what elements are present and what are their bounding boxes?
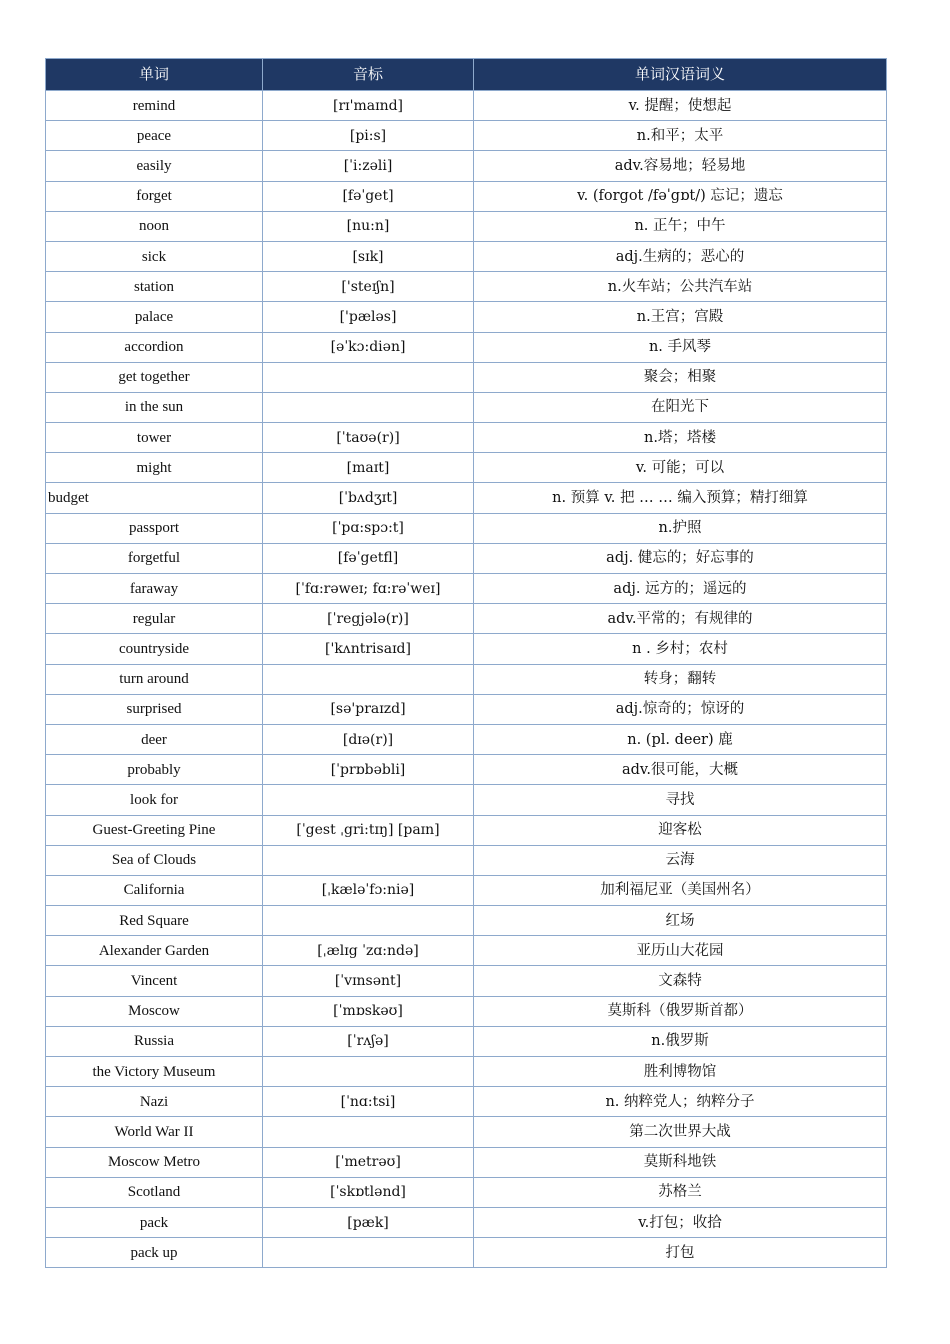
phonetic-cell: [ˈfɑ:rəweɪ; fɑ:rəˈweɪ] <box>263 574 474 604</box>
word-cell: Sea of Clouds <box>46 845 263 875</box>
table-row <box>46 91 887 121</box>
meaning-cell: 第二次世界大战 <box>474 1117 887 1147</box>
phonetic-cell: ['steɪʃn] <box>263 272 474 302</box>
header-word: 单词 <box>46 59 263 91</box>
phonetic-cell: [sə'praɪzd] <box>263 694 474 724</box>
phonetic-cell: [əˈkɔ:diən] <box>263 332 474 362</box>
phonetic-cell: ['pæləs] <box>263 302 474 332</box>
word-cell: surprised <box>46 694 263 724</box>
meaning-cell: n. 正午；中午 <box>474 211 887 241</box>
meaning-cell: v. 提醒；使想起 <box>474 91 887 121</box>
table-row <box>46 845 887 875</box>
word-cell: faraway <box>46 574 263 604</box>
meaning-cell: 莫斯科地铁 <box>474 1147 887 1177</box>
phonetic-cell: [ˈpɑ:spɔ:t] <box>263 513 474 543</box>
phonetic-cell <box>263 845 474 875</box>
table-row <box>46 483 887 513</box>
word-cell: Russia <box>46 1026 263 1056</box>
meaning-cell: 寻找 <box>474 785 887 815</box>
phonetic-cell: [fəˈget] <box>263 181 474 211</box>
word-cell: remind <box>46 91 263 121</box>
word-cell: Alexander Garden <box>46 936 263 966</box>
table-row <box>46 966 887 996</box>
phonetic-cell <box>263 785 474 815</box>
table-row <box>46 423 887 453</box>
table-row <box>46 875 887 905</box>
word-cell: budget <box>46 483 263 513</box>
meaning-cell: n.火车站；公共汽车站 <box>474 272 887 302</box>
table-row <box>46 151 887 181</box>
phonetic-cell <box>263 362 474 392</box>
header-row <box>46 59 887 91</box>
word-cell: Moscow Metro <box>46 1147 263 1177</box>
vocabulary-table <box>45 58 887 1268</box>
word-cell: station <box>46 272 263 302</box>
meaning-cell: n.俄罗斯 <box>474 1026 887 1056</box>
table-row <box>46 755 887 785</box>
meaning-cell: 亚历山大花园 <box>474 936 887 966</box>
meaning-cell: n. (pl. deer) 鹿 <box>474 724 887 754</box>
word-cell: probably <box>46 755 263 785</box>
phonetic-cell: [rɪ'maɪnd] <box>263 91 474 121</box>
table-row <box>46 1238 887 1268</box>
meaning-cell: n.和平；太平 <box>474 121 887 151</box>
phonetic-cell <box>263 1238 474 1268</box>
meaning-cell: n. 手风琴 <box>474 332 887 362</box>
phonetic-cell: [dɪə(r)] <box>263 724 474 754</box>
phonetic-cell <box>263 1057 474 1087</box>
table-row <box>46 694 887 724</box>
table-row <box>46 1057 887 1087</box>
table-row <box>46 241 887 271</box>
meaning-cell: 胜利博物馆 <box>474 1057 887 1087</box>
word-cell: in the sun <box>46 392 263 422</box>
table-row <box>46 724 887 754</box>
phonetic-cell: [nu:n] <box>263 211 474 241</box>
meaning-cell: adv.容易地；轻易地 <box>474 151 887 181</box>
word-cell: easily <box>46 151 263 181</box>
table-row <box>46 815 887 845</box>
word-cell: forget <box>46 181 263 211</box>
meaning-cell: 苏格兰 <box>474 1177 887 1207</box>
phonetic-cell: [ˈtaʊə(r)] <box>263 423 474 453</box>
word-cell: deer <box>46 724 263 754</box>
phonetic-cell: [ˈskɒtlənd] <box>263 1177 474 1207</box>
phonetic-cell: [ˈmetrəʊ] <box>263 1147 474 1177</box>
table-row <box>46 1177 887 1207</box>
table-body <box>46 91 887 1268</box>
phonetic-cell: [fəˈgetfl] <box>263 543 474 573</box>
table-row <box>46 513 887 543</box>
table-row <box>46 1087 887 1117</box>
phonetic-cell: [ˌælɪg ˈzɑ:ndə] <box>263 936 474 966</box>
table-row <box>46 1147 887 1177</box>
phonetic-cell: [ˈvɪnsənt] <box>263 966 474 996</box>
meaning-cell: n.塔；塔楼 <box>474 423 887 453</box>
table-row <box>46 392 887 422</box>
word-cell: might <box>46 453 263 483</box>
word-cell: Nazi <box>46 1087 263 1117</box>
word-cell: World War II <box>46 1117 263 1147</box>
word-cell: pack <box>46 1207 263 1237</box>
meaning-cell: 打包 <box>474 1238 887 1268</box>
meaning-cell: adj.惊奇的；惊讶的 <box>474 694 887 724</box>
table-row <box>46 1207 887 1237</box>
table-row <box>46 664 887 694</box>
meaning-cell: adj. 远方的；遥远的 <box>474 574 887 604</box>
word-cell: get together <box>46 362 263 392</box>
meaning-cell: n.护照 <box>474 513 887 543</box>
phonetic-cell: [ˈnɑ:tsi] <box>263 1087 474 1117</box>
word-cell: countryside <box>46 634 263 664</box>
meaning-cell: adj. 健忘的；好忘事的 <box>474 543 887 573</box>
table-row <box>46 936 887 966</box>
phonetic-cell <box>263 664 474 694</box>
table-row <box>46 604 887 634</box>
table-row <box>46 634 887 664</box>
word-cell: sick <box>46 241 263 271</box>
phonetic-cell <box>263 1117 474 1147</box>
word-cell: the Victory Museum <box>46 1057 263 1087</box>
word-cell: passport <box>46 513 263 543</box>
word-cell: tower <box>46 423 263 453</box>
meaning-cell: adv.很可能，大概 <box>474 755 887 785</box>
table-row <box>46 543 887 573</box>
word-cell: look for <box>46 785 263 815</box>
phonetic-cell: [pi:s] <box>263 121 474 151</box>
table-row <box>46 332 887 362</box>
phonetic-cell: [ˈi:zəli] <box>263 151 474 181</box>
word-cell: peace <box>46 121 263 151</box>
word-cell: forgetful <box>46 543 263 573</box>
table-row <box>46 181 887 211</box>
table-row <box>46 272 887 302</box>
word-cell: turn around <box>46 664 263 694</box>
phonetic-cell: [maɪt] <box>263 453 474 483</box>
word-cell: Red Square <box>46 906 263 936</box>
phonetic-cell: [ˈbʌdʒɪt] <box>263 483 474 513</box>
meaning-cell: n.王宫；宫殿 <box>474 302 887 332</box>
word-cell: accordion <box>46 332 263 362</box>
meaning-cell: v. 可能；可以 <box>474 453 887 483</box>
meaning-cell: n. 预算 v. 把 … … 编入预算；精打细算 <box>474 483 887 513</box>
word-cell: regular <box>46 604 263 634</box>
phonetic-cell: [ˈprɒbəbli] <box>263 755 474 785</box>
meaning-cell: 加利福尼亚（美国州名） <box>474 875 887 905</box>
meaning-cell: 莫斯科（俄罗斯首都） <box>474 996 887 1026</box>
phonetic-cell: [sɪk] <box>263 241 474 271</box>
phonetic-cell: ['kʌntrisaɪd] <box>263 634 474 664</box>
word-cell: Moscow <box>46 996 263 1026</box>
meaning-cell: 文森特 <box>474 966 887 996</box>
table-row <box>46 785 887 815</box>
table-row <box>46 302 887 332</box>
table-row <box>46 211 887 241</box>
meaning-cell: 红场 <box>474 906 887 936</box>
header-meaning: 单词汉语词义 <box>474 59 887 91</box>
table-row <box>46 453 887 483</box>
table-row <box>46 362 887 392</box>
word-cell: Guest-Greeting Pine <box>46 815 263 845</box>
word-cell: Vincent <box>46 966 263 996</box>
phonetic-cell: [pæk] <box>263 1207 474 1237</box>
table-row <box>46 906 887 936</box>
header-phonetic: 音标 <box>263 59 474 91</box>
phonetic-cell <box>263 392 474 422</box>
table-row <box>46 574 887 604</box>
meaning-cell: 云海 <box>474 845 887 875</box>
meaning-cell: 聚会；相聚 <box>474 362 887 392</box>
phonetic-cell: [ˈregjələ(r)] <box>263 604 474 634</box>
word-cell: California <box>46 875 263 905</box>
word-cell: noon <box>46 211 263 241</box>
phonetic-cell: [ˈrʌʃə] <box>263 1026 474 1056</box>
meaning-cell: n . 乡村；农村 <box>474 634 887 664</box>
phonetic-cell: [ˈmɒskəʊ] <box>263 996 474 1026</box>
meaning-cell: v. (forgot /fəˈgɒt/) 忘记；遗忘 <box>474 181 887 211</box>
meaning-cell: adj.生病的；恶心的 <box>474 241 887 271</box>
table-row <box>46 996 887 1026</box>
word-cell: Scotland <box>46 1177 263 1207</box>
phonetic-cell <box>263 906 474 936</box>
table-row <box>46 1117 887 1147</box>
word-cell: pack up <box>46 1238 263 1268</box>
table-row <box>46 1026 887 1056</box>
meaning-cell: v.打包；收拾 <box>474 1207 887 1237</box>
word-cell: palace <box>46 302 263 332</box>
meaning-cell: n. 纳粹党人；纳粹分子 <box>474 1087 887 1117</box>
meaning-cell: 迎客松 <box>474 815 887 845</box>
phonetic-cell: [ˌkæləˈfɔ:niə] <box>263 875 474 905</box>
meaning-cell: 转身；翻转 <box>474 664 887 694</box>
meaning-cell: 在阳光下 <box>474 392 887 422</box>
meaning-cell: adv.平常的；有规律的 <box>474 604 887 634</box>
table-header <box>46 59 887 91</box>
table-row <box>46 121 887 151</box>
phonetic-cell: [ˈgest ˌgri:tɪŋ] [paɪn] <box>263 815 474 845</box>
